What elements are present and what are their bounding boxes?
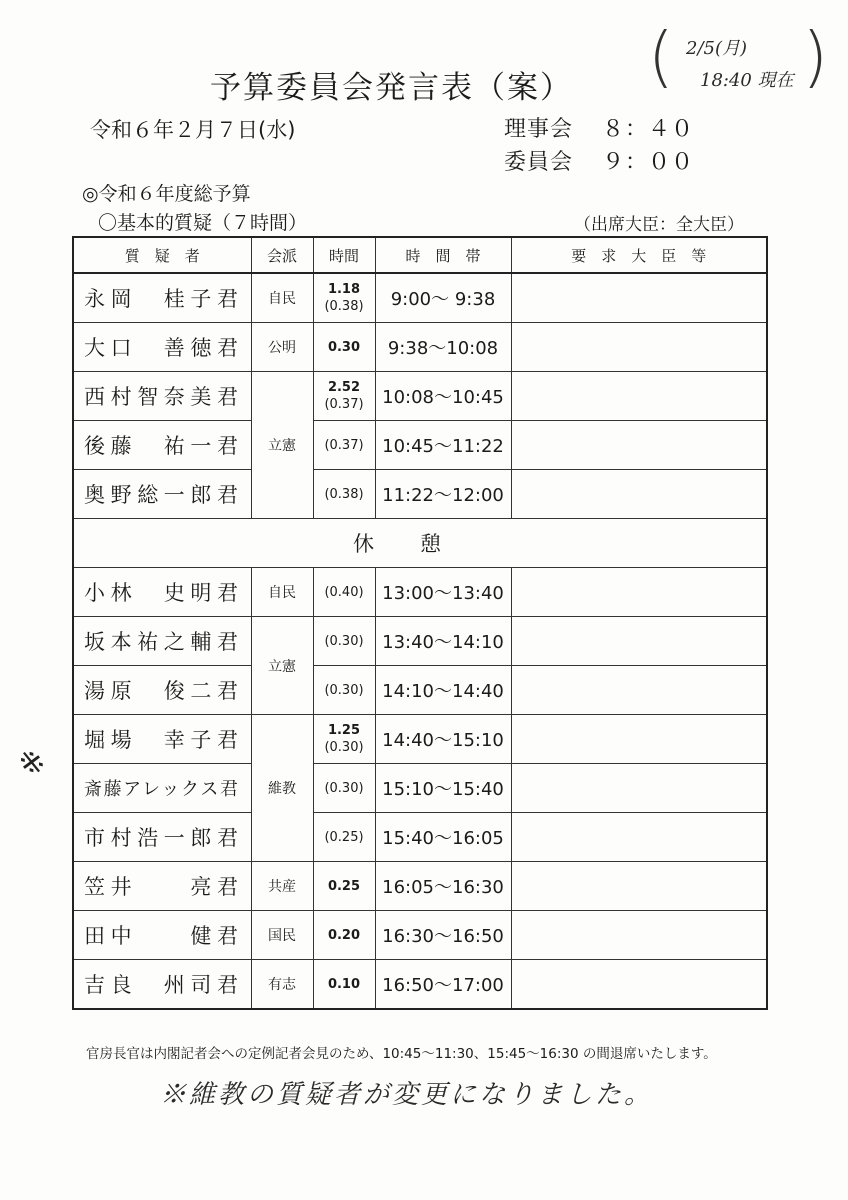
- request-cell: [511, 764, 767, 813]
- request-cell: [511, 960, 767, 1010]
- schedule-time: ９：００: [602, 150, 695, 175]
- section-heading: ◎令和６年度総予算: [82, 183, 251, 205]
- table-row: [73, 470, 767, 519]
- request-cell: [511, 470, 767, 519]
- duration-cell: 0.10: [313, 960, 375, 1010]
- break-row: [73, 519, 767, 568]
- note-line-1: 2/5(月): [686, 38, 748, 59]
- table-row: [73, 372, 767, 421]
- subsection-heading: 〇基本的質疑（７時間）: [98, 212, 308, 234]
- schedule-label: 理事会: [504, 117, 574, 142]
- questioner-name: 永岡 桂子君: [73, 273, 251, 323]
- questioner-name: 奥野総一郎君: [73, 470, 251, 519]
- request-cell: [511, 715, 767, 764]
- party-cell: 自民: [251, 273, 313, 323]
- schedule-board-meeting: [504, 112, 694, 143]
- questioner-name: 堀場 幸子君: [73, 715, 251, 764]
- handwritten-timestamp: [648, 18, 828, 102]
- time-band-cell: 14:40〜15:10: [375, 715, 511, 764]
- request-cell: [511, 273, 767, 323]
- table-row: [73, 862, 767, 911]
- time-band-cell: 9:38〜10:08: [375, 323, 511, 372]
- table-header-row: [73, 237, 767, 273]
- header-questioner: 質 疑 者: [73, 237, 251, 273]
- request-cell: [511, 568, 767, 617]
- time-band-cell: 16:30〜16:50: [375, 911, 511, 960]
- table-row: [73, 568, 767, 617]
- table-row: [73, 666, 767, 715]
- table-row: [73, 764, 767, 813]
- table-row: [73, 273, 767, 323]
- header-time: 時間: [313, 237, 375, 273]
- time-band-cell: 10:08〜10:45: [375, 372, 511, 421]
- time-band-cell: 10:45〜11:22: [375, 421, 511, 470]
- break-label: 休憩: [73, 519, 767, 568]
- table-row: [73, 323, 767, 372]
- questioner-name: 田中 健君: [73, 911, 251, 960]
- time-band-cell: 13:00〜13:40: [375, 568, 511, 617]
- party-cell: 公明: [251, 323, 313, 372]
- questioner-name: 吉良 州司君: [73, 960, 251, 1010]
- attendance-note: （出席大臣：全大臣）: [574, 215, 744, 235]
- questioner-name: 斎藤アレックス君: [73, 764, 251, 813]
- party-cell: 自民: [251, 568, 313, 617]
- party-cell: 国民: [251, 911, 313, 960]
- time-band-cell: 11:22〜12:00: [375, 470, 511, 519]
- close-paren: ): [802, 18, 828, 95]
- header-party: 会派: [251, 237, 313, 273]
- request-cell: [511, 323, 767, 372]
- request-cell: [511, 372, 767, 421]
- duration-cell: 1.25 (0.30): [313, 715, 375, 764]
- duration-cell: 0.30: [313, 323, 375, 372]
- duration-cell: (0.37): [313, 421, 375, 470]
- margin-asterisk-mark: ※: [13, 746, 49, 773]
- duration-cell: 1.18 (0.38): [313, 273, 375, 323]
- document-title: 予算委員会発言表（案）: [210, 70, 573, 106]
- questioner-name: 大口 善徳君: [73, 323, 251, 372]
- open-paren: (: [648, 18, 674, 95]
- party-cell: 立憲: [251, 617, 313, 715]
- note-line-2: 18:40 現在: [700, 70, 794, 91]
- table-row: [73, 715, 767, 764]
- table-row: [73, 960, 767, 1010]
- duration-cell: (0.40): [313, 568, 375, 617]
- questioner-name: 西村智奈美君: [73, 372, 251, 421]
- request-cell: [511, 617, 767, 666]
- duration-cell: 0.20: [313, 911, 375, 960]
- time-band-cell: 9:00〜 9:38: [375, 273, 511, 323]
- time-band-cell: 16:50〜17:00: [375, 960, 511, 1010]
- table-row: [73, 911, 767, 960]
- questioner-name: 坂本祐之輔君: [73, 617, 251, 666]
- table-row: [73, 813, 767, 862]
- table-row: [73, 617, 767, 666]
- duration-cell: (0.30): [313, 666, 375, 715]
- request-cell: [511, 666, 767, 715]
- time-band-cell: 16:05〜16:30: [375, 862, 511, 911]
- session-date: 令和６年２月７日(水): [90, 118, 296, 142]
- party-cell: 立憲: [251, 372, 313, 519]
- questioner-name: 小林 史明君: [73, 568, 251, 617]
- time-band-cell: 14:10〜14:40: [375, 666, 511, 715]
- header-request: 要 求 大 臣 等: [511, 237, 767, 273]
- schedule-committee: [504, 145, 694, 176]
- duration-cell: (0.30): [313, 764, 375, 813]
- duration-cell: (0.30): [313, 617, 375, 666]
- questioner-name: 笠井 亮君: [73, 862, 251, 911]
- schedule-label: 委員会: [504, 150, 574, 175]
- request-cell: [511, 911, 767, 960]
- request-cell: [511, 862, 767, 911]
- header-band: 時 間 帯: [375, 237, 511, 273]
- handwritten-footnote: ※維教の質疑者が変更になりました。: [160, 1080, 654, 1110]
- time-band-cell: 15:40〜16:05: [375, 813, 511, 862]
- speaker-schedule-table: [72, 236, 768, 1010]
- party-cell: 共産: [251, 862, 313, 911]
- duration-cell: (0.38): [313, 470, 375, 519]
- questioner-name: 後藤 祐一君: [73, 421, 251, 470]
- schedule-time: ８：４０: [602, 117, 695, 142]
- duration-cell: 0.25: [313, 862, 375, 911]
- questioner-name: 湯原 俊二君: [73, 666, 251, 715]
- request-cell: [511, 421, 767, 470]
- duration-cell: 2.52 (0.37): [313, 372, 375, 421]
- duration-cell: (0.25): [313, 813, 375, 862]
- table-row: [73, 421, 767, 470]
- time-band-cell: 15:10〜15:40: [375, 764, 511, 813]
- footnote: 官房長官は内閣記者会への定例記者会見のため、10:45〜11:30、15:45〜16:30 の間退席いたします。: [86, 1046, 717, 1062]
- time-band-cell: 13:40〜14:10: [375, 617, 511, 666]
- party-cell: 維教: [251, 715, 313, 862]
- questioner-name: 市村浩一郎君: [73, 813, 251, 862]
- request-cell: [511, 813, 767, 862]
- party-cell: 有志: [251, 960, 313, 1010]
